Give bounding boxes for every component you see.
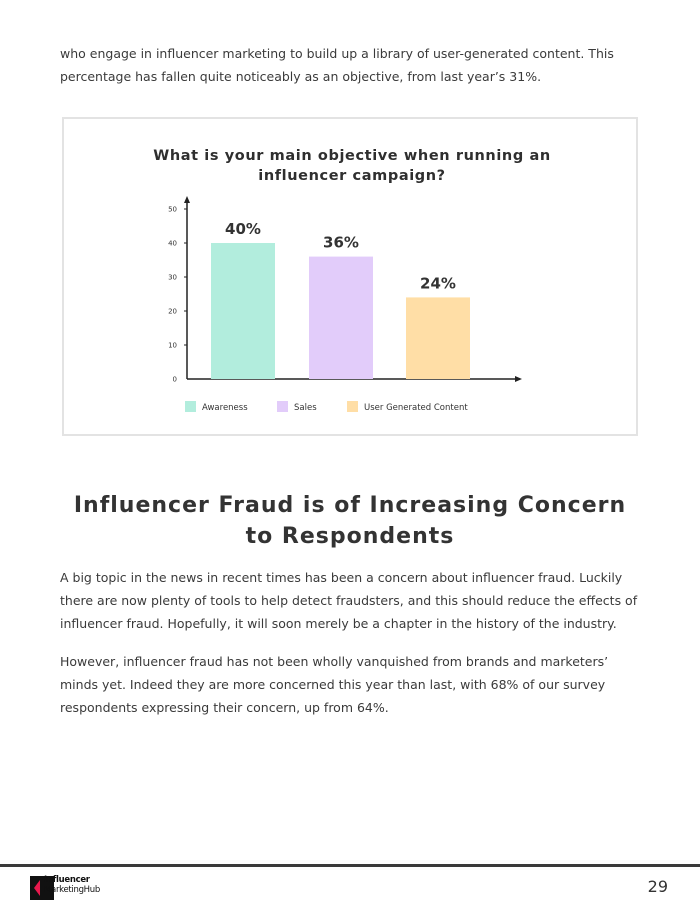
data-label-2: 36% bbox=[323, 233, 359, 252]
y-tick-label: 0 bbox=[172, 375, 177, 384]
chart-title-line-1: What is your main objective when running an bbox=[153, 148, 551, 164]
bar-1 bbox=[211, 243, 275, 379]
footer-rule bbox=[0, 864, 700, 867]
legend-swatch-2 bbox=[277, 401, 288, 412]
data-label-3: 24% bbox=[420, 274, 456, 293]
chart-figure bbox=[62, 117, 638, 436]
chart-title-line-2: influencer campaign? bbox=[258, 168, 446, 184]
legend-swatch-1 bbox=[185, 401, 196, 412]
intro-paragraph: who engage in influencer marketing to build up a library of user-generated content. This percentage has fallen quite noticeably as an objective, from last year’s 31%. bbox=[60, 46, 614, 84]
bar-3 bbox=[406, 297, 470, 379]
y-tick-label: 50 bbox=[168, 205, 177, 214]
body-paragraph-1: A big topic in the news in recent times has been a concern about influencer fraud. Luckily there are now plenty of tools to help detect fraudsters, and this should reduce the effects of influencer fraud. Hopefully, it will soon merely be a chapter in the history of the industry. bbox=[60, 570, 638, 631]
logo-wordmark bbox=[44, 876, 100, 895]
y-tick-label: 20 bbox=[168, 307, 177, 316]
y-axis-arrow bbox=[184, 196, 190, 203]
logo-line-2: MarketingHub bbox=[44, 884, 100, 895]
legend-label-2: Sales bbox=[294, 403, 317, 413]
data-label-1: 40% bbox=[225, 220, 261, 238]
legend-label-3: User Generated Content bbox=[364, 403, 468, 413]
x-axis-arrow bbox=[515, 376, 522, 382]
bar-chart bbox=[64, 119, 640, 438]
body-paragraph-2: However, influencer fraud has not been wholly vanquished from brands and marketers’ minds yet. Indeed they are more concerned this year than last, with 68% of our survey respondents expressing their concern, up from 64%. bbox=[60, 654, 609, 715]
legend-label-1: Awareness bbox=[202, 403, 248, 413]
y-tick-label: 40 bbox=[168, 239, 177, 248]
section-heading: Influencer Fraud is of Increasing Concern to Respondents bbox=[73, 493, 627, 549]
y-tick-label: 10 bbox=[168, 341, 177, 350]
page-number: 29 bbox=[647, 877, 668, 896]
y-tick-label: 30 bbox=[168, 273, 177, 282]
bar-2 bbox=[309, 257, 373, 379]
logo-line-1: Influencer bbox=[44, 875, 90, 885]
brand-logo bbox=[30, 874, 140, 902]
legend-swatch-3 bbox=[347, 401, 358, 412]
